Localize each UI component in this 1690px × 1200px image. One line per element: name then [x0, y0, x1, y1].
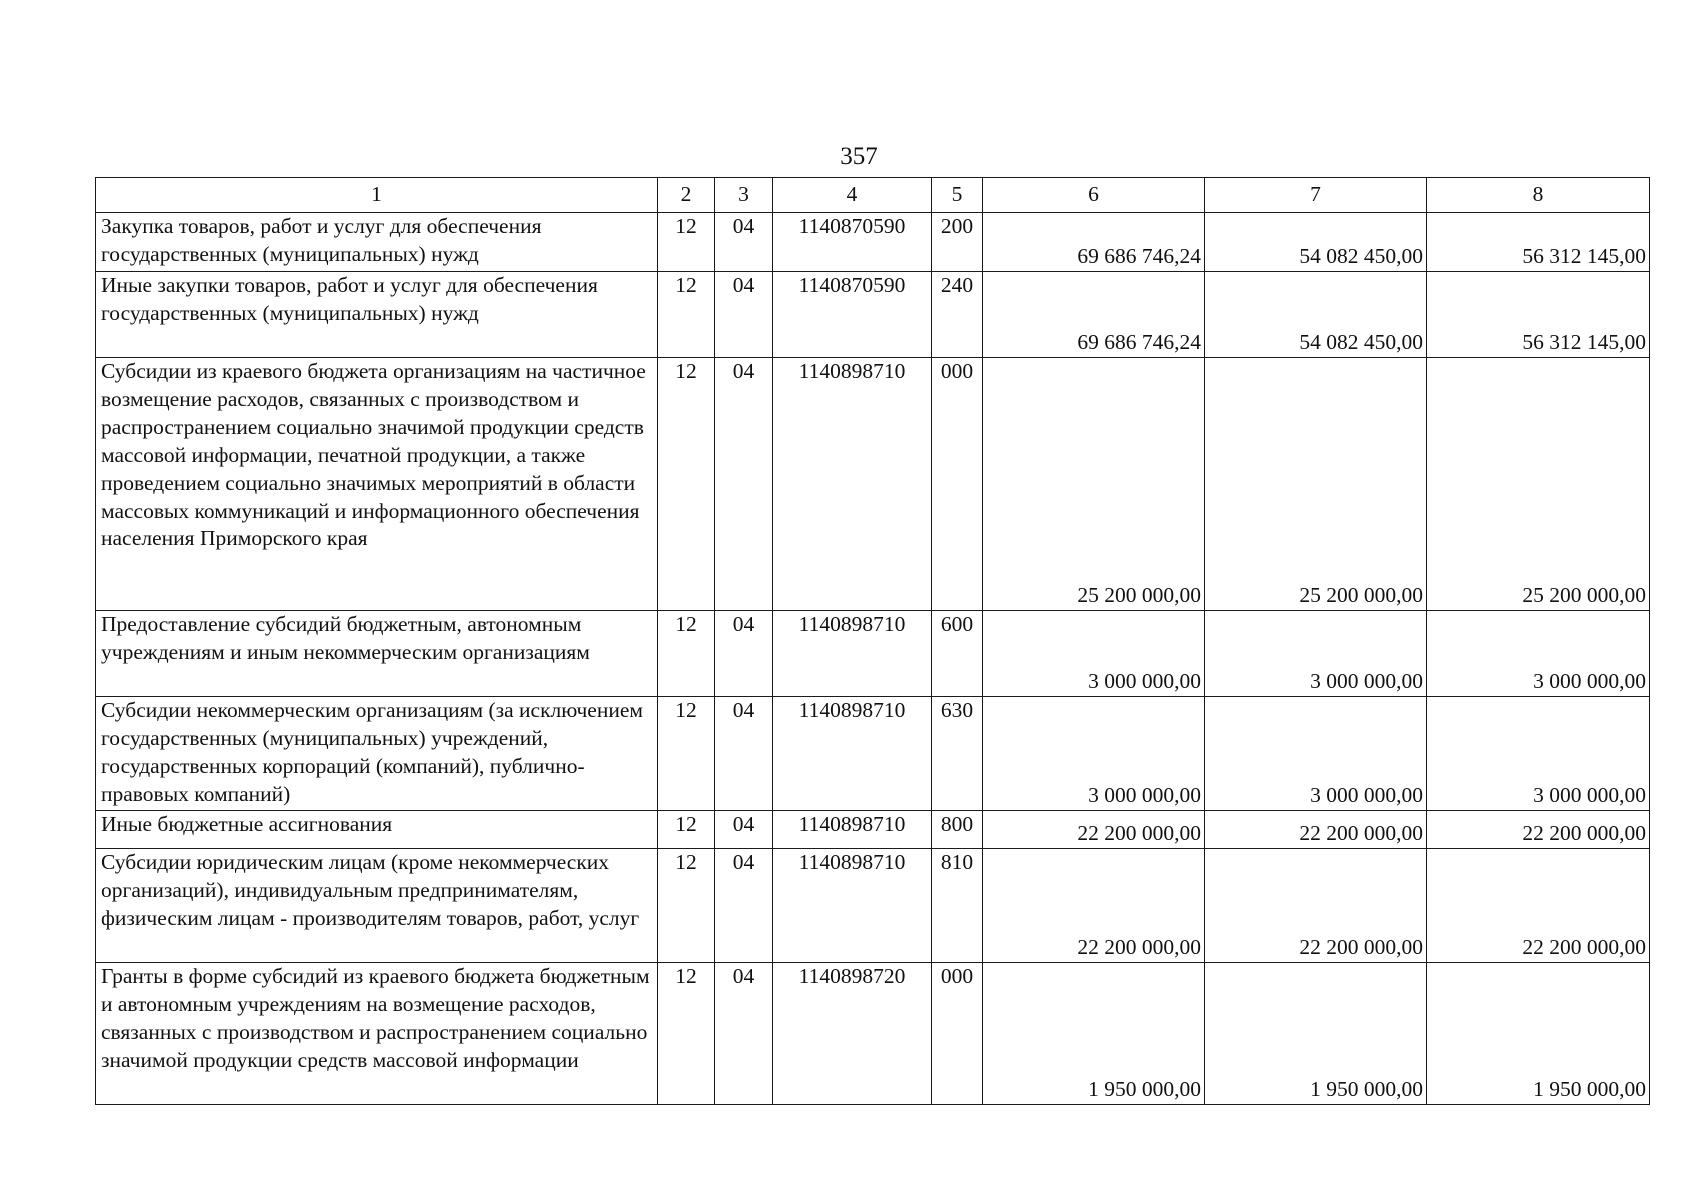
expense-name-cell: Иные закупки товаров, работ и услуг для обеспечения государственных (муниципальных) нужд: [96, 272, 658, 358]
table-header-row: [96, 178, 1650, 213]
amount-cell-col7: 1 950 000,00: [1205, 963, 1427, 1105]
column-header: 3: [715, 178, 773, 213]
target-article-cell: 1140898720: [773, 963, 932, 1105]
column-header: 6: [983, 178, 1205, 213]
budget-table: [95, 177, 1650, 1105]
subsection-code-cell: 04: [715, 849, 773, 963]
table-row: [96, 963, 1650, 1105]
amount-cell-col6: 25 200 000,00: [983, 358, 1205, 611]
column-header: 8: [1427, 178, 1650, 213]
subsection-code-cell: 04: [715, 358, 773, 611]
amount-cell-col6: 22 200 000,00: [983, 849, 1205, 963]
expense-type-cell: 000: [932, 963, 983, 1105]
amount-cell-col7: 54 082 450,00: [1205, 213, 1427, 272]
amount-cell-col6: 69 686 746,24: [983, 272, 1205, 358]
target-article-cell: 1140870590: [773, 272, 932, 358]
amount-cell-col6: 69 686 746,24: [983, 213, 1205, 272]
column-header: 4: [773, 178, 932, 213]
expense-type-cell: 200: [932, 213, 983, 272]
amount-cell-col7: 3 000 000,00: [1205, 697, 1427, 811]
column-header: 7: [1205, 178, 1427, 213]
expense-type-cell: 800: [932, 811, 983, 849]
expense-type-cell: 600: [932, 611, 983, 697]
expense-type-cell: 630: [932, 697, 983, 811]
expense-name-cell: Предоставление субсидий бюджетным, автономным учреждениям и иным некоммерческим организациям: [96, 611, 658, 697]
section-code-cell: 12: [658, 697, 715, 811]
amount-cell-col6: 1 950 000,00: [983, 963, 1205, 1105]
section-code-cell: 12: [658, 963, 715, 1105]
subsection-code-cell: 04: [715, 611, 773, 697]
subsection-code-cell: 04: [715, 811, 773, 849]
amount-cell-col8: 25 200 000,00: [1427, 358, 1650, 611]
subsection-code-cell: 04: [715, 272, 773, 358]
expense-name-cell: Гранты в форме субсидий из краевого бюджета бюджетным и автономным учреждениям на возмещение расходов, связанных с производством и распространением социально значимой продукции средств массовой информации: [96, 963, 658, 1105]
section-code-cell: 12: [658, 358, 715, 611]
target-article-cell: 1140898710: [773, 697, 932, 811]
table-row: [96, 697, 1650, 811]
expense-type-cell: 000: [932, 358, 983, 611]
expense-type-cell: 810: [932, 849, 983, 963]
amount-cell-col6: 3 000 000,00: [983, 611, 1205, 697]
table-row: [96, 611, 1650, 697]
target-article-cell: 1140898710: [773, 358, 932, 611]
column-header: 2: [658, 178, 715, 213]
column-header: 5: [932, 178, 983, 213]
table-row: [96, 272, 1650, 358]
amount-cell-col7: 54 082 450,00: [1205, 272, 1427, 358]
amount-cell-col8: 3 000 000,00: [1427, 697, 1650, 811]
table-row: [96, 358, 1650, 611]
table-row: [96, 811, 1650, 849]
expense-name-cell: Субсидии из краевого бюджета организациям на частичное возмещение расходов, связанных с производством и распространением социально значимой продукции средств массовой информации, печатной продукции, а также проведением социально значимых мероприятий в области массовых коммуникаций и информационного обеспечения населения Приморского края: [96, 358, 658, 611]
section-code-cell: 12: [658, 213, 715, 272]
section-code-cell: 12: [658, 849, 715, 963]
section-code-cell: 12: [658, 811, 715, 849]
amount-cell-col8: 22 200 000,00: [1427, 811, 1650, 849]
table-row: [96, 849, 1650, 963]
amount-cell-col8: 3 000 000,00: [1427, 611, 1650, 697]
amount-cell-col7: 22 200 000,00: [1205, 811, 1427, 849]
target-article-cell: 1140898710: [773, 611, 932, 697]
subsection-code-cell: 04: [715, 213, 773, 272]
section-code-cell: 12: [658, 611, 715, 697]
expense-name-cell: Субсидии юридическим лицам (кроме некоммерческих организаций), индивидуальным предпринимателям, физическим лицам - производителям товаров, работ, услуг: [96, 849, 658, 963]
section-code-cell: 12: [658, 272, 715, 358]
amount-cell-col8: 22 200 000,00: [1427, 849, 1650, 963]
expense-name-cell: Закупка товаров, работ и услуг для обеспечения государственных (муниципальных) нужд: [96, 213, 658, 272]
amount-cell-col6: 3 000 000,00: [983, 697, 1205, 811]
amount-cell-col8: 56 312 145,00: [1427, 272, 1650, 358]
subsection-code-cell: 04: [715, 697, 773, 811]
expense-type-cell: 240: [932, 272, 983, 358]
amount-cell-col7: 25 200 000,00: [1205, 358, 1427, 611]
amount-cell-col6: 22 200 000,00: [983, 811, 1205, 849]
column-header: 1: [96, 178, 658, 213]
target-article-cell: 1140898710: [773, 849, 932, 963]
amount-cell-col7: 22 200 000,00: [1205, 849, 1427, 963]
amount-cell-col8: 56 312 145,00: [1427, 213, 1650, 272]
expense-name-cell: Иные бюджетные ассигнования: [96, 811, 658, 849]
amount-cell-col7: 3 000 000,00: [1205, 611, 1427, 697]
table-row: [96, 213, 1650, 272]
expense-name-cell: Субсидии некоммерческим организациям (за исключением государственных (муниципальных) учреждений, государственных корпораций (компаний), публично-правовых компаний): [96, 697, 658, 811]
amount-cell-col8: 1 950 000,00: [1427, 963, 1650, 1105]
subsection-code-cell: 04: [715, 963, 773, 1105]
target-article-cell: 1140898710: [773, 811, 932, 849]
target-article-cell: 1140870590: [773, 213, 932, 272]
page-number: 357: [840, 143, 878, 170]
